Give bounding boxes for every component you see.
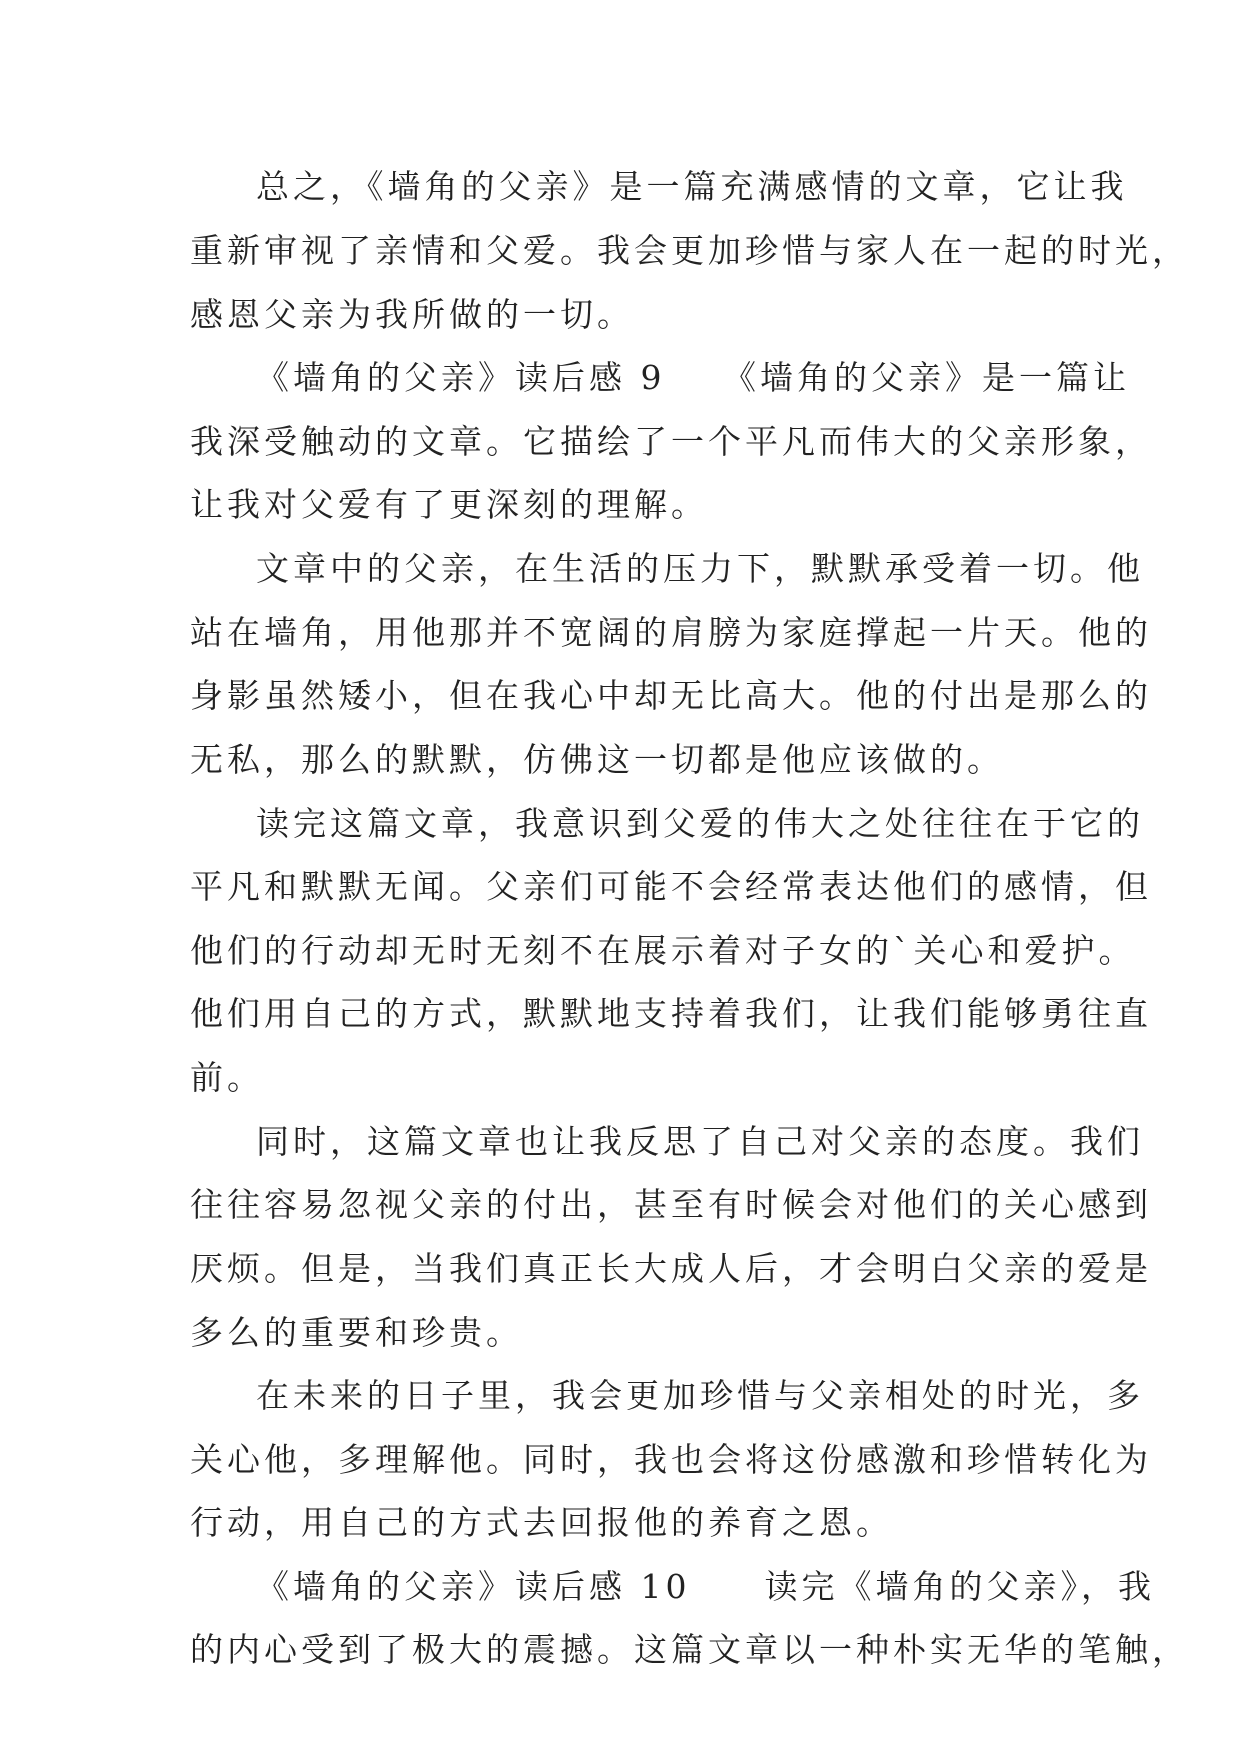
text-line: 厌烦。但是，当我们真正长大成人后，才会明白父亲的爱是 <box>190 1249 1152 1288</box>
text-line: 往往容易忽视父亲的付出，甚至有时候会对他们的关心感到 <box>190 1185 1152 1224</box>
text-line: 感恩父亲为我所做的一切。 <box>190 295 634 334</box>
text-line: 总之，《墙角的父亲》是一篇充满感情的文章，它让我 <box>256 167 1128 206</box>
text-line: 他们用自己的方式，默默地支持着我们，让我们能够勇往直 <box>190 994 1152 1033</box>
text-line: 行动，用自己的方式去回报他的养育之恩。 <box>190 1503 893 1542</box>
text-line: 多么的重要和珍贵。 <box>190 1313 523 1352</box>
text-line: 同时，这篇文章也让我反思了自己对父亲的态度。我们 <box>256 1122 1144 1161</box>
text-line: 重新审视了亲情和父爱。我会更加珍惜与家人在一起的时光， <box>190 231 1189 270</box>
text-line: 平凡和默默无闻。父亲们可能不会经常表达他们的感情，但 <box>190 867 1152 906</box>
text-line: 他们的行动却无时无刻不在展示着对子女的`关心和爱护。 <box>190 931 1136 970</box>
text-line: 身影虽然矮小，但在我心中却无比高大。他的付出是那么的 <box>190 676 1152 715</box>
text-line: 在未来的日子里，我会更加珍惜与父亲相处的时光，多 <box>256 1376 1144 1415</box>
text-line: 前。 <box>190 1058 264 1097</box>
text-line: 文章中的父亲，在生活的压力下，默默承受着一切。他 <box>256 549 1144 588</box>
text-line: 的内心受到了极大的震撼。这篇文章以一种朴实无华的笔触， <box>190 1630 1189 1669</box>
text-line: 《墙角的父亲》读后感 10 读完《墙角的父亲》，我 <box>256 1567 1155 1606</box>
text-line: 《墙角的父亲》读后感 9 《墙角的父亲》是一篇让 <box>256 358 1130 397</box>
text-line: 读完这篇文章，我意识到父爱的伟大之处往往在于它的 <box>256 804 1144 843</box>
text-line: 我深受触动的文章。它描绘了一个平凡而伟大的父亲形象， <box>190 422 1152 461</box>
text-line: 站在墙角，用他那并不宽阔的肩膀为家庭撑起一片天。他的 <box>190 613 1152 652</box>
text-line: 无私，那么的默默，仿佛这一切都是他应该做的。 <box>190 740 1004 779</box>
text-line: 让我对父爱有了更深刻的理解。 <box>190 485 708 524</box>
text-line: 关心他，多理解他。同时，我也会将这份感激和珍惜转化为 <box>190 1440 1152 1479</box>
